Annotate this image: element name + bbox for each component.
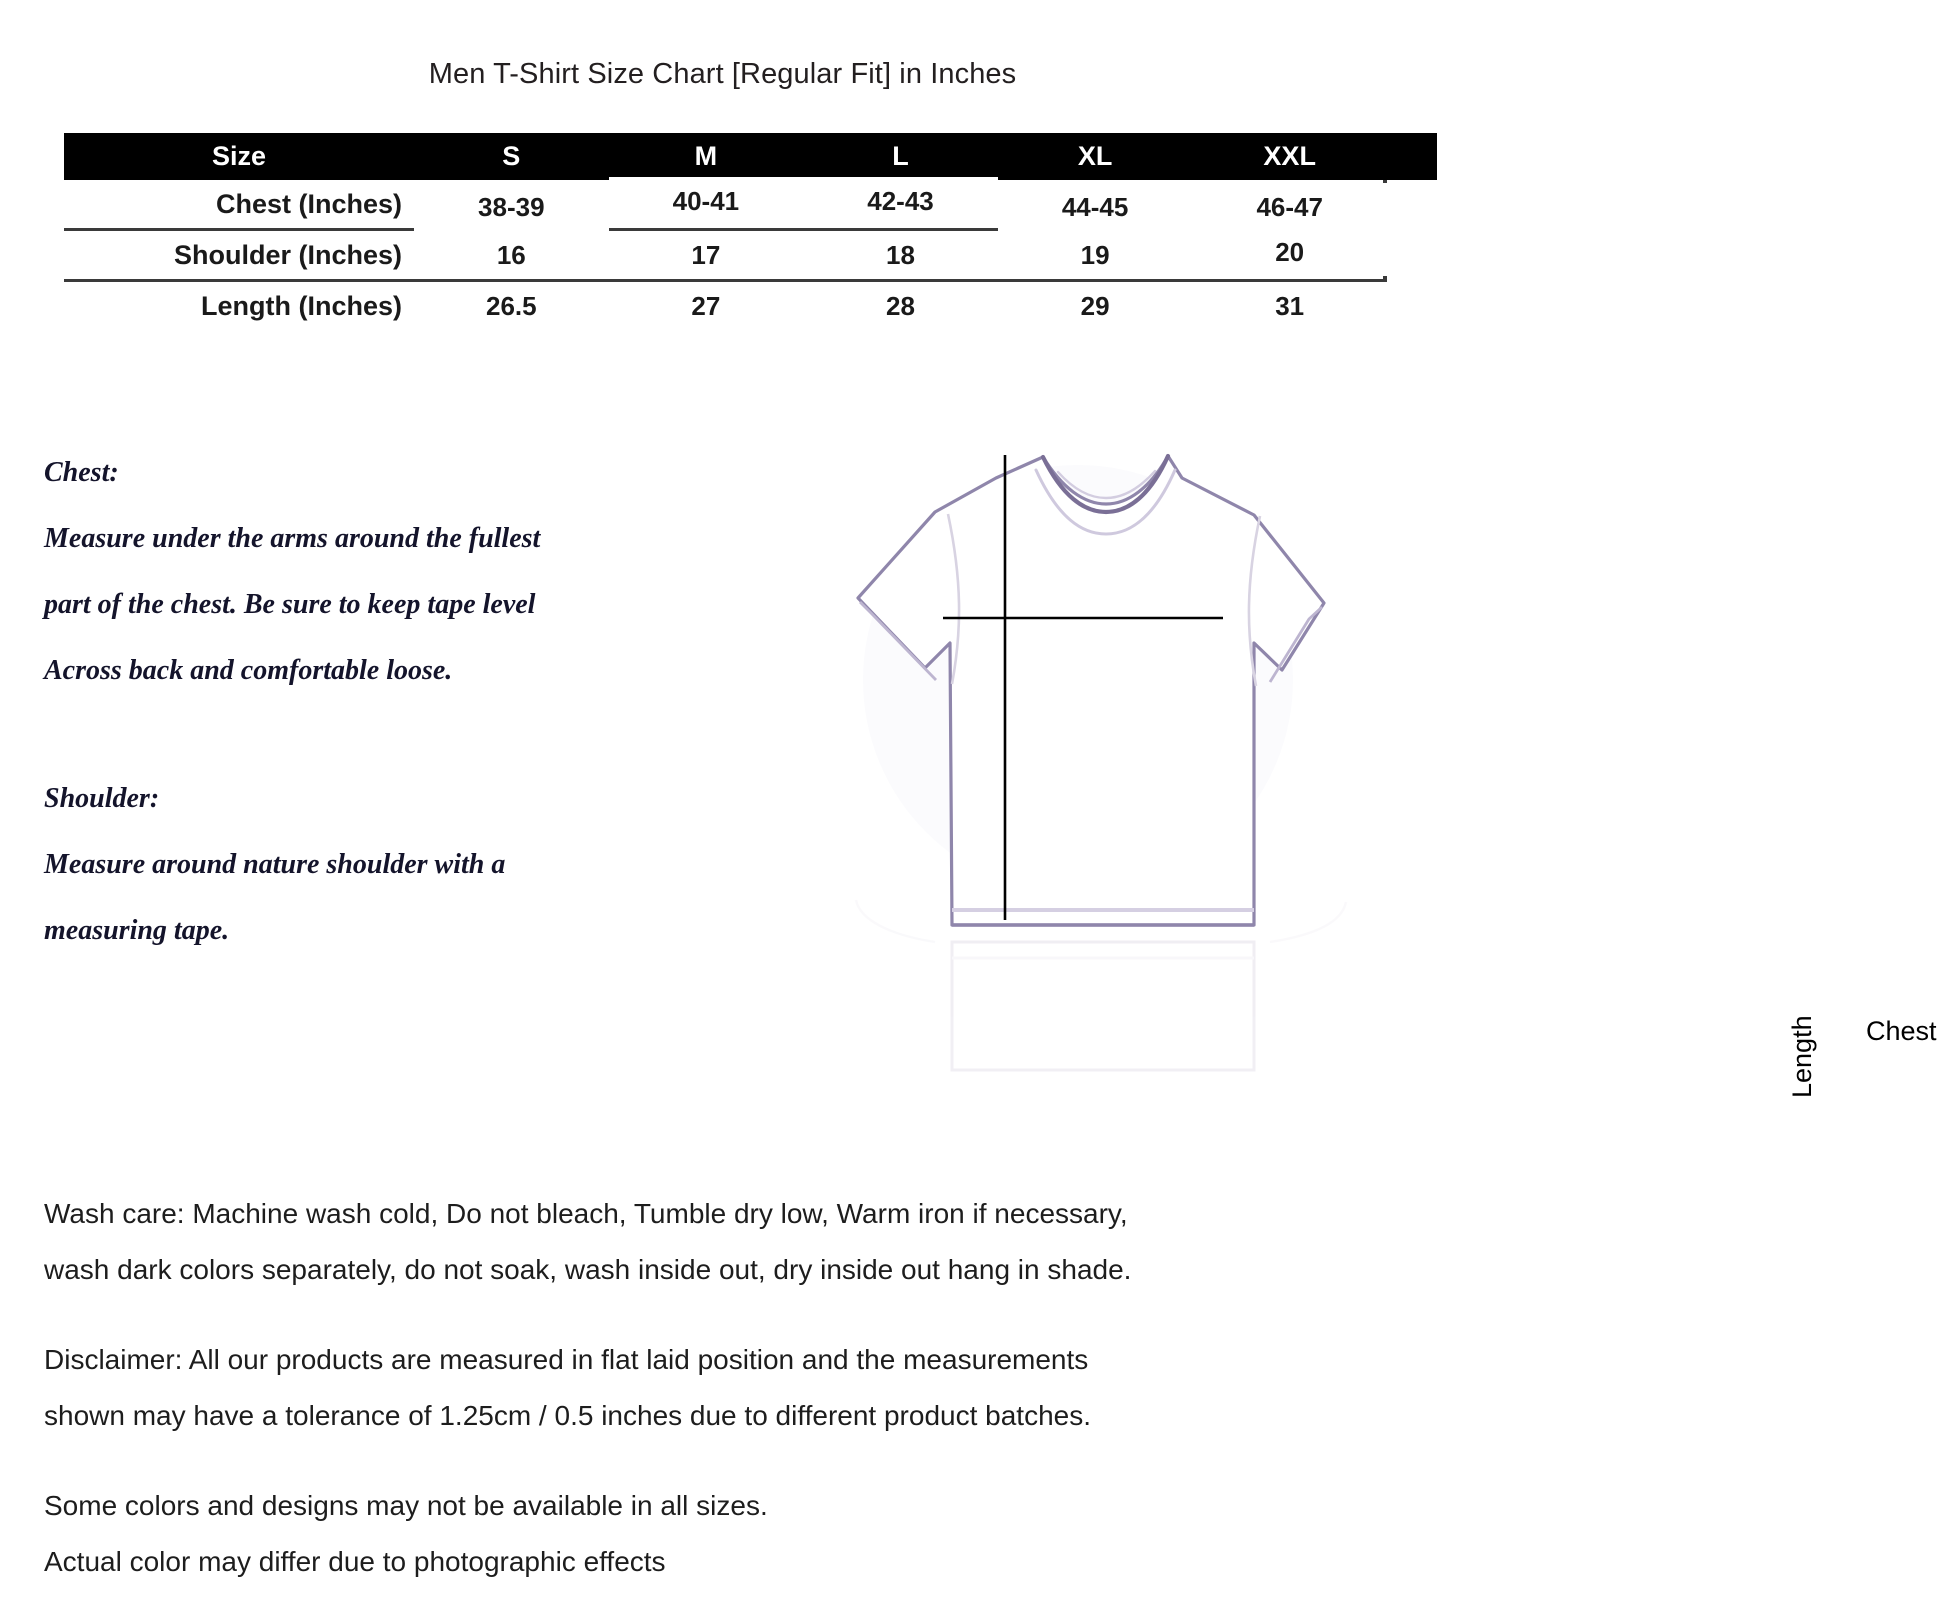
cell-length-xl: 29	[998, 281, 1193, 331]
cell-length-l: 28	[803, 281, 998, 331]
table-header-row	[64, 133, 1387, 180]
chest-measure-label: Chest	[1866, 1016, 1937, 1046]
size-chart-table-container	[64, 133, 1387, 330]
availability-note-line-2: Actual color may differ due to photographic effects	[44, 1546, 666, 1577]
wash-care-line-2: wash dark colors separately, do not soak, wash inside out, dry inside out hang in shade.	[44, 1254, 1132, 1285]
tshirt-diagram	[830, 430, 1937, 1098]
cell-chest-l: 42-43	[803, 177, 998, 227]
column-header-m: M	[609, 133, 804, 180]
care-and-disclaimer-text	[44, 1186, 1384, 1590]
table-row	[64, 230, 1387, 281]
column-header-xl: XL	[998, 133, 1193, 180]
tshirt-illustration-svg	[830, 430, 1340, 1090]
shoulder-instructions-heading: Shoulder:	[44, 783, 160, 814]
column-header-xxl: XXL	[1192, 133, 1387, 180]
cell-shoulder-s: 16	[414, 230, 609, 281]
cell-shoulder-l: 18	[803, 230, 998, 281]
chest-instructions-line-3: Across back and comfortable loose.	[44, 655, 453, 686]
chest-instructions-line-1: Measure under the arms around the fullest	[44, 523, 541, 554]
availability-note-line-1: Some colors and designs may not be available in all sizes.	[44, 1490, 768, 1521]
column-header-size: Size	[64, 133, 414, 180]
column-header-s: S	[414, 133, 609, 180]
shoulder-instructions-line-1: Measure around nature shoulder with a	[44, 849, 506, 880]
cell-shoulder-xl: 19	[998, 230, 1193, 281]
row-label-length: Length (Inches)	[64, 281, 414, 331]
wash-care-line-1: Wash care: Machine wash cold, Do not bleach, Tumble dry low, Warm iron if necessary,	[44, 1198, 1128, 1229]
size-chart-table	[64, 133, 1387, 330]
cell-shoulder-m: 17	[609, 230, 804, 281]
cell-chest-m: 40-41	[609, 177, 804, 227]
cell-shoulder-xxl: 20	[1192, 227, 1387, 278]
column-header-l: L	[803, 133, 998, 180]
cell-chest-s: 38-39	[414, 183, 609, 233]
disclaimer-line-2: shown may have a tolerance of 1.25cm / 0.5 inches due to different product batches.	[44, 1400, 1092, 1431]
cell-length-xxl: 31	[1192, 281, 1387, 331]
chest-instructions-line-2: part of the chest. Be sure to keep tape level	[44, 589, 536, 620]
disclaimer-line-1: Disclaimer: All our products are measured in flat laid position and the measurements	[44, 1344, 1089, 1375]
cell-length-s: 26.5	[414, 281, 609, 331]
table-body	[64, 180, 1387, 330]
instructions-spacer	[44, 704, 744, 766]
chest-instructions-heading: Chest:	[44, 457, 119, 488]
measuring-instructions	[44, 440, 744, 964]
row-label-shoulder: Shoulder (Inches)	[64, 230, 414, 281]
row-label-chest: Chest (Inches)	[64, 180, 414, 230]
table-header	[64, 133, 1387, 180]
cell-chest-xl: 44-45	[998, 183, 1193, 233]
table-row	[64, 281, 1387, 331]
cell-length-m: 27	[609, 281, 804, 331]
shoulder-instructions-line-2: measuring tape.	[44, 915, 230, 946]
length-measure-label: Length	[1787, 1015, 1817, 1098]
table-header-overhang	[1387, 133, 1437, 180]
cell-chest-xxl: 46-47	[1192, 183, 1387, 233]
table-row	[64, 180, 1387, 230]
page-title: Men T-Shirt Size Chart [Regular Fit] in Inches	[428, 58, 1017, 90]
